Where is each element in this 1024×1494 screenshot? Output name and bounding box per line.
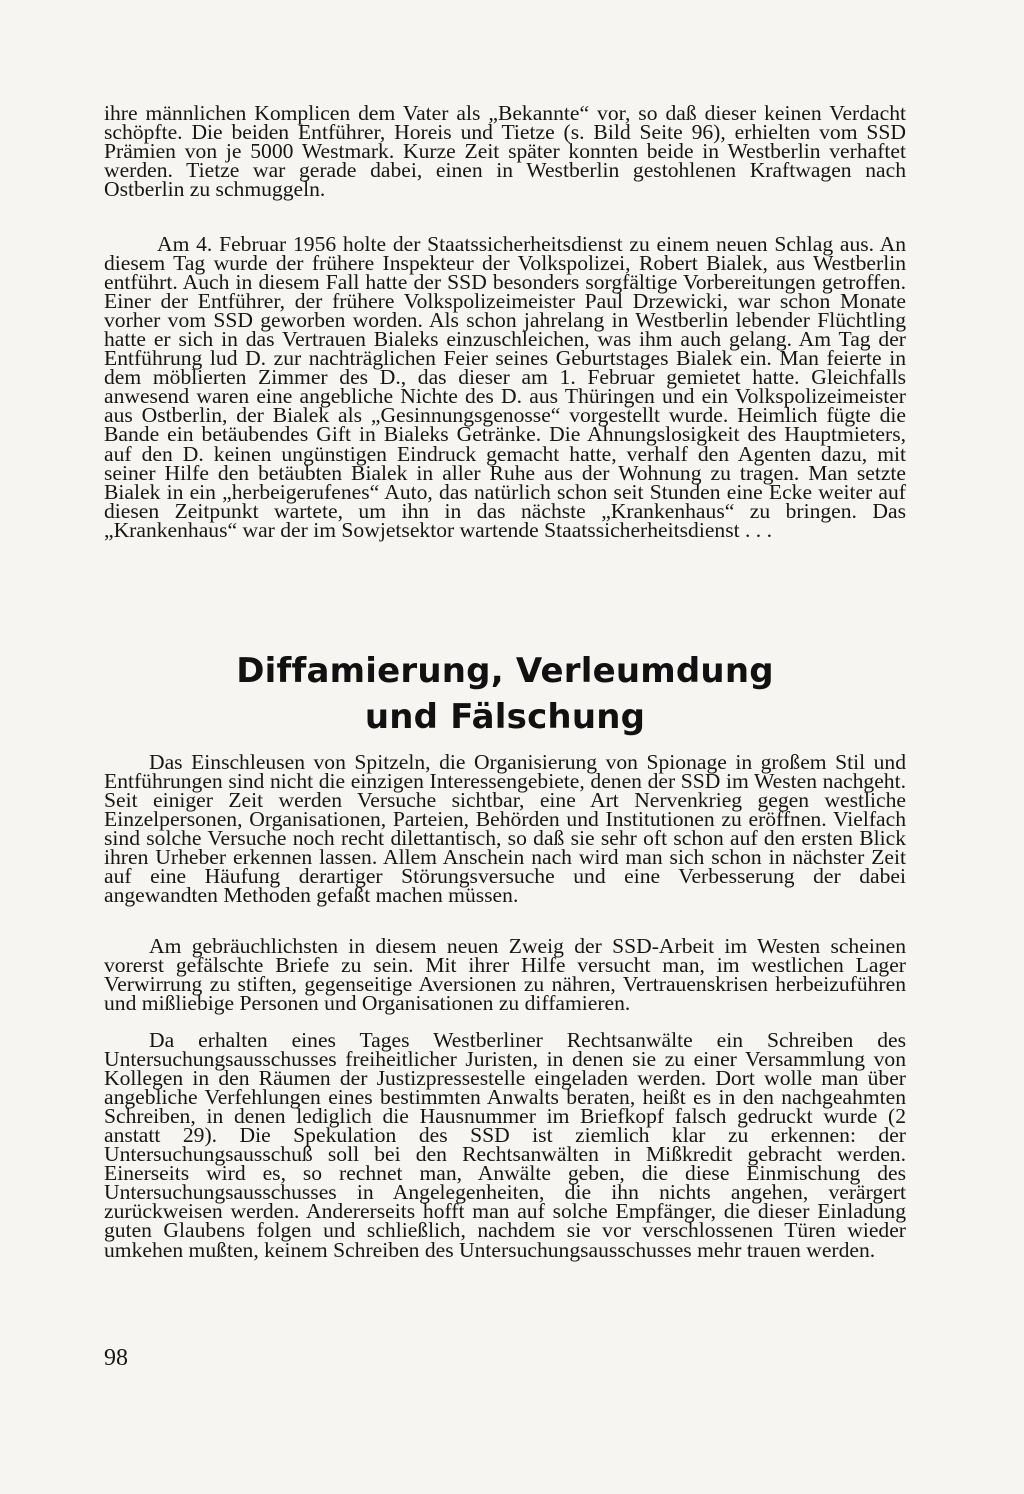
page-number: 98 bbox=[104, 1345, 128, 1371]
paragraph-forged-letters: Am gebräuchlichsten in diesem neuen Zweig der SSD-Arbeit im Westen scheinen vorerst gefälschte Briefe zu sein. Mit ihrer Hilfe versucht man, im westlichen Lager Verwirrung zu stiften, gegenseitige Aversionen zu nähren, Vertrauenskrisen herbeizuführen und mißliebige Personen und Organisationen zu diffamieren. bbox=[104, 934, 906, 1016]
heading-line-2: und Fälschung bbox=[364, 697, 646, 737]
paragraph-lawyers-letter: Da erhalten eines Tages Westberliner Rechtsanwälte ein Schreiben des Untersuchungsausschusses freiheitlicher Juristen, in denen sie zu einer Versammlung von Kollegen in den Räumen der Justizpressestelle eingeladen werden. Dort wolle man über angebliche Verfehlungen eines bestimmten Anwalts beraten, heißt es in den nachgeahmten Schreiben, in denen lediglich die Hausnummer im Briefkopf falsch gedruckt wurde (2 anstatt 29). Die Spekulation des SSD ist ziemlich klar zu erkennen: der Untersuchungsausschuß soll bei den Rechtsanwälten in Mißkredit gebracht werden. Einerseits wird es, so rechnet man, Anwälte geben, die diese Einmischung des Untersuchungsausschusses in Angelegenheiten, die ihn nichts angehen, verärgert zurückweisen werden. Andererseits hofft man auf solche Empfänger, die dieser Einladung guten Glaubens folgen und schließlich, nachdem sie vor verschlossenen Türen wieder umkehen mußten, keinem Schreiben des Untersuchungsausschusses mehr trauen werden. bbox=[104, 1028, 906, 1262]
paragraph-kidnapping-horeis-tietze: ihre männlichen Komplicen dem Vater als „Bekannte“ vor, so daß dieser keinen Verdacht schöpfte. Die beiden Entführer, Horeis und Tietze (s. Bild Seite 96), erhielten vom SSD Prämien von je 5000 Westmark. Kurze Zeit später konnten beide in Westberlin verhaftet werden. Tietze war gerade dabei, einen in Westberlin gestohlenen Kraftwagen nach Ostberlin zu schmuggeln. bbox=[104, 101, 906, 202]
paragraph-nerve-war: Das Einschleusen von Spitzeln, die Organisierung von Spionage in großem Stil und Entführungen sind nicht die einzigen Interessengebiete, denen der SSD im Westen nachgeht. Seit einiger Zeit werden Versuche sichtbar, eine Art Nervenkrieg gegen westliche Einzelpersonen, Organisationen, Parteien, Behörden und Institutionen zu eröffnen. Vielfach sind solche Versuche noch recht dilettantisch, so daß sie sehr oft schon auf den ersten Blick ihren Urheber erkennen lassen. Allem Anschein nach wird man sich schon in nächster Zeit auf eine Häufung derartiger Störungsversuche und eine Verbesserung der dabei angewandten Methoden gefaßt machen müssen. bbox=[104, 750, 906, 908]
section-heading bbox=[104, 648, 906, 740]
heading-line-1: Diffamierung, Verleumdung bbox=[236, 651, 774, 691]
paragraph-bialek-kidnapping: Am 4. Februar 1956 holte der Staatssicherheitsdienst zu einem neuen Schlag aus. An diesem Tag wurde der frühere Inspekteur der Volkspolizei, Robert Bialek, aus Westberlin entführt. Auch in diesem Fall hatte der SSD besonders sorgfältige Vorbereitungen getroffen. Einer der Entführer, der frühere Volkspolizeimeister Paul Drzewicki, war schon Monate vorher vom SSD geworben worden. Als schon jahrelang in Westberlin lebender Flüchtling hatte er sich in das Vertrauen Bialeks einzuschleichen, was ihm auch gelang. Am Tag der Entführung lud D. zur nachträglichen Feier seines Geburtstages Bialek ein. Man feierte in dem möblierten Zimmer des D., das dieser am 1. Februar gemietet hatte. Gleichfalls anwesend waren eine angebliche Nichte des D. aus Thüringen und ein Volkspolizeimeister aus Ostberlin, der Bialek als „Gesinnungsgenosse“ vorgestellt wurde. Heimlich fügte die Bande ein betäubendes Gift in Bialeks Getränke. Die Ahnungslosigkeit des Hauptmieters, auf den D. keinen ungünstigen Eindruck gemacht hatte, verhalf den Agenten dazu, mit seiner Hilfe den betäubten Bialek in aller Ruhe aus der Wohnung zu tragen. Man setzte Bialek in ein „herbeigerufenes“ Auto, das natürlich schon seit Stunden eine Ecke weiter auf diesen Zeitpunkt wartete, um ihn in das nächste „Krankenhaus“ zu bringen. Das „Krankenhaus“ war der im Sowjetsektor wartende Staatssicherheitsdienst . . . bbox=[104, 232, 906, 542]
